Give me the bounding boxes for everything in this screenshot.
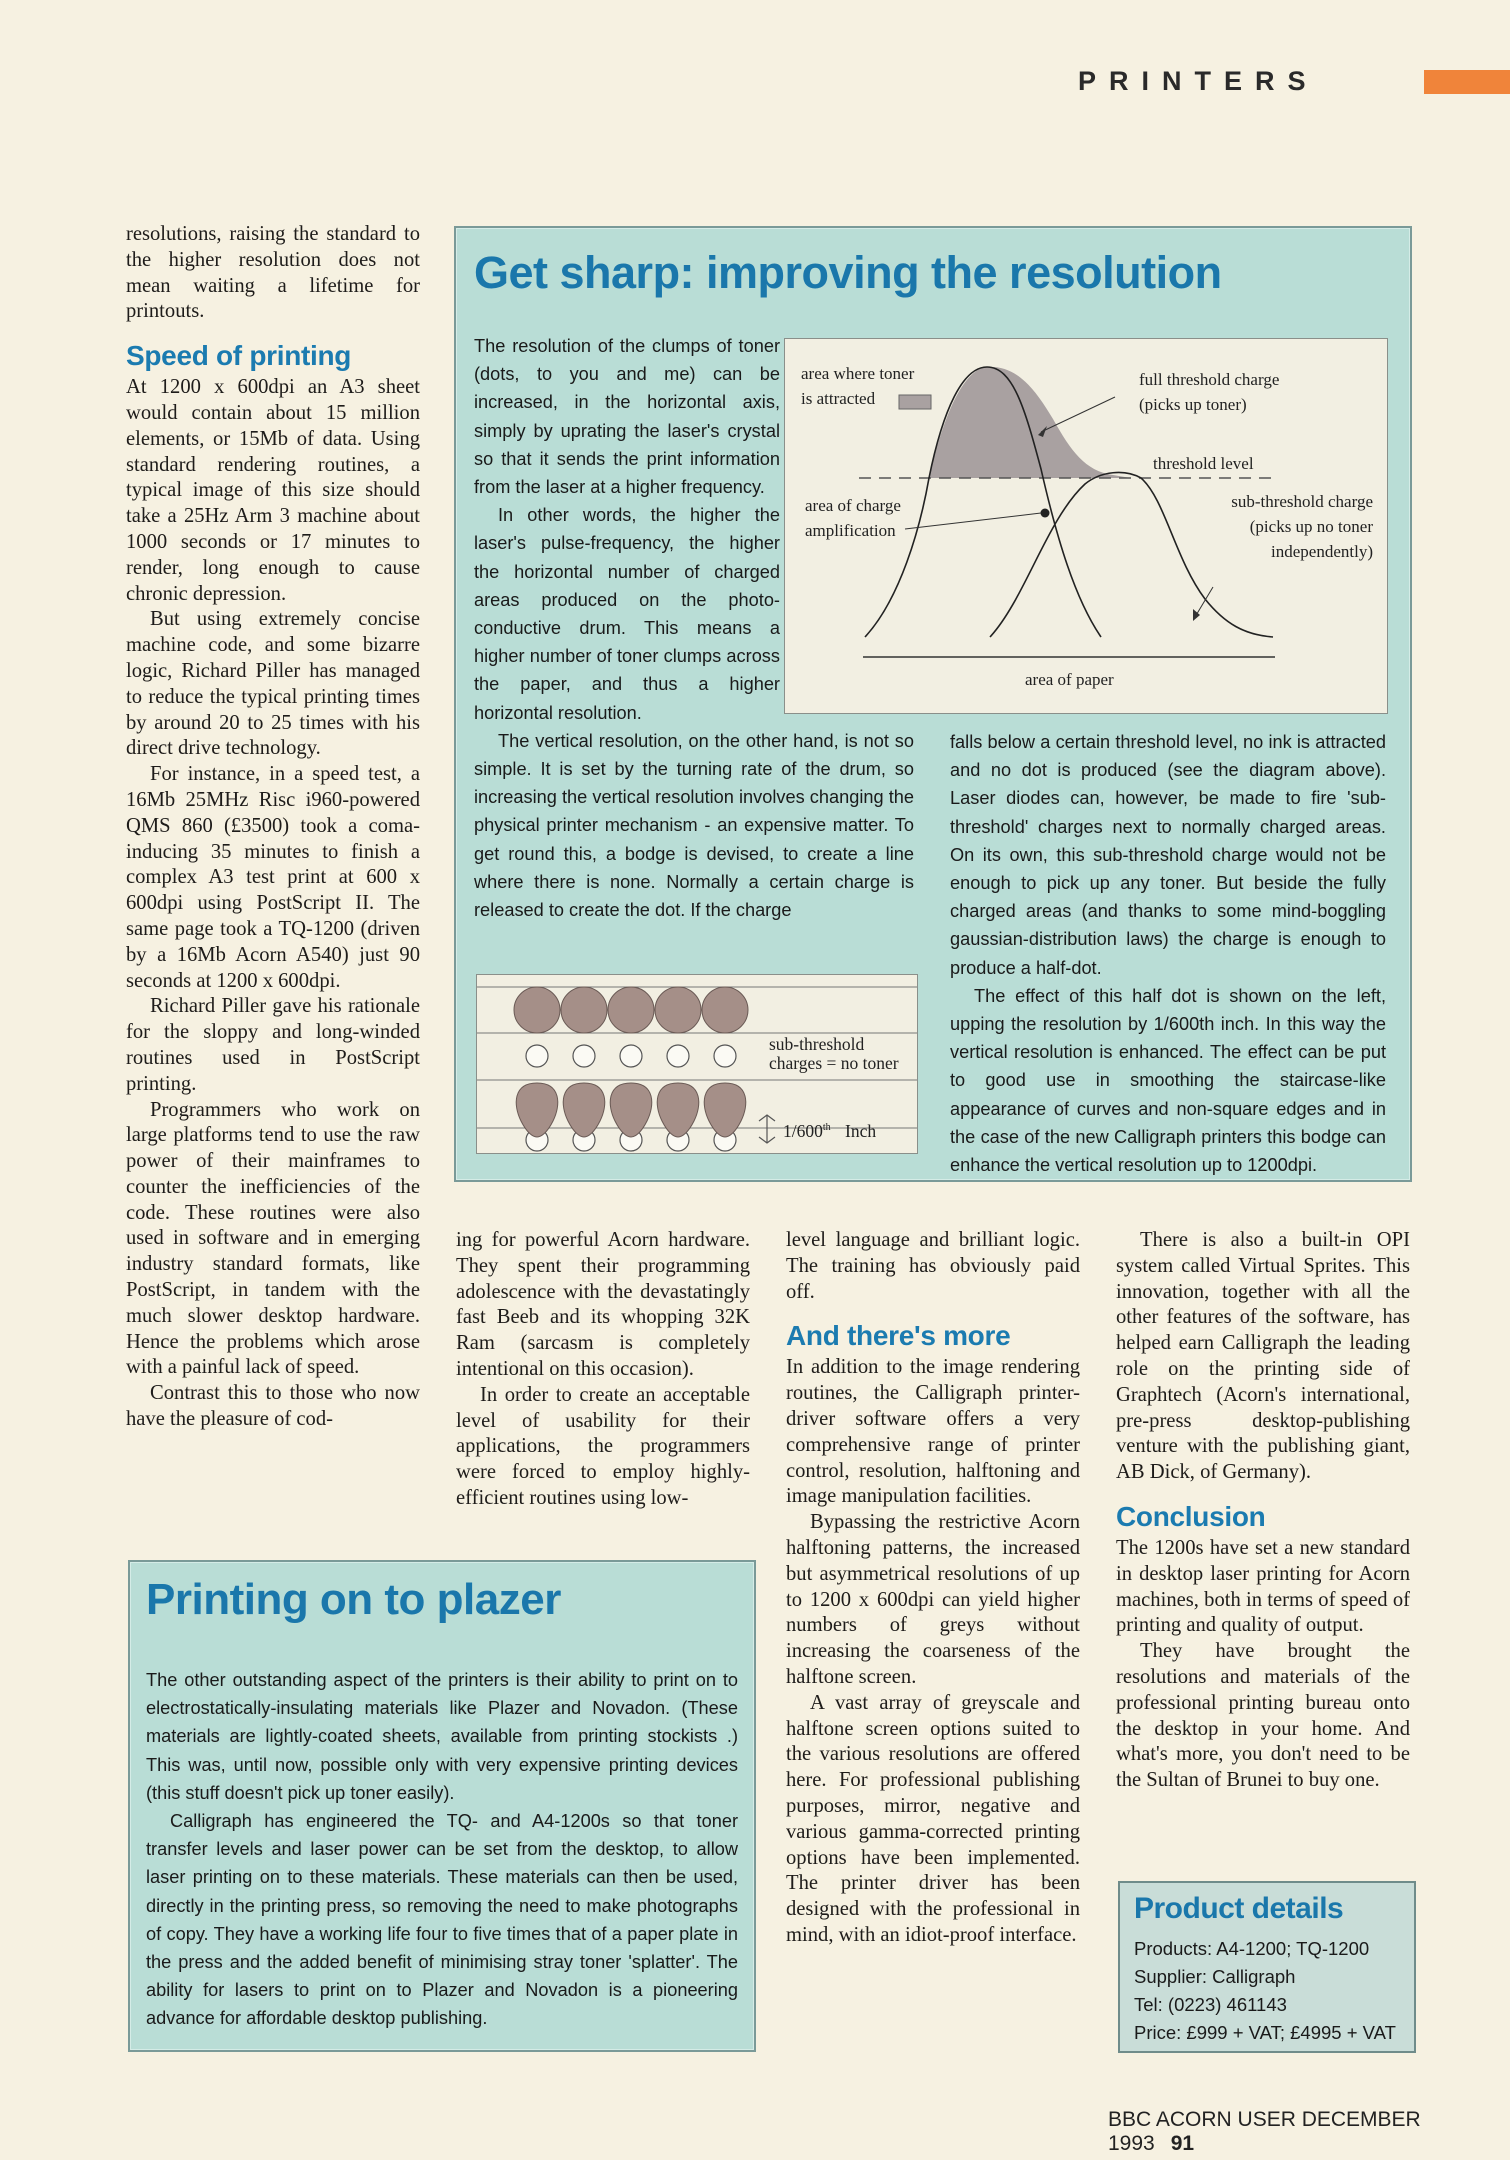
article-column-3 [786,1228,1080,1949]
page-footer [1108,2108,1510,2156]
body-paragraph: level language and brilliant logic. The training has obviously paid off. [786,1229,1080,1303]
article-column-1 [126,222,420,1433]
tel-line: Tel: (0223) 461143 [1134,1994,1287,2015]
body-paragraph: There is also a built-in OPI system called Virtual Sprites. This innovation, together with all the other features of the software, has helped earn Calligraph the leading role on the printing side of Graphtech (Acorn's international, pre-press desktop-publishing venture with the publishing giant, AB Dick, of Germany). [1116,1229,1410,1484]
x-axis-label: area of paper [1025,670,1114,689]
article-column-2 [456,1228,750,1512]
body-paragraph: For instance, in a speed test, a 16Mb 25MHz Risc i960-powered QMS 860 (£3500) took a coma-inducing 35 minutes to finish a complex A3 test print at 600 x 600dpi using PostScript II. The same page took a TQ-1200 (driven by a 16Mb Acorn A540) just 90 seconds at 1200 x 600dpi. [126,763,420,992]
full-threshold-label [1139,367,1279,417]
body-paragraph: Programmers who work on large platforms tend to use the raw power of their mainframes to counter the inefficiencies of the code. These routines were also used in software and in emerging industry standard formats, like PostScript, in tandem with the much slower desktop hardware. Hence the problems which arose with a painful lack of speed. [126,1098,420,1379]
label-line: sub-threshold [769,1034,865,1054]
sub-threshold-dots-label [769,1035,899,1073]
products-line: Products: A4-1200; TQ-1200 [1134,1938,1370,1959]
product-details-title: Product details [1134,1892,1344,1925]
body-paragraph: Contrast this to those who now have the pleasure of cod- [126,1382,420,1431]
body-paragraph: Richard Piller gave his rationale for the sloppy and long-winded routines used in PostScript printing. [126,995,420,1095]
label-line: (picks up no toner [1249,517,1373,536]
body-paragraph: A vast array of greyscale and halftone screen options suited to the various resolutions are offered here. For professional publishing purposes, mirror, negative and various gamma-corrected printing options have been implemented. The printer driver has been designed with the professional in mind, with an idiot-proof interface. [786,1691,1080,1946]
sidebar-resolution-box [454,226,1412,1182]
measure-superscript: th [822,1122,831,1133]
body-paragraph: The 1200s have set a new standard in desktop laser printing for Acorn machines, both in terms of speed of printing and quality of output. [1116,1536,1410,1637]
label-line: charges = no toner [769,1053,899,1073]
label-line: area of charge [805,496,901,515]
price-line: Price: £999 + VAT; £4995 + VAT [1134,2022,1396,2043]
sidebar-plazer-title: Printing on to plazer [146,1575,561,1624]
sidebar-paragraph: The vertical resolution, on the other hand, is not so simple. It is set by the turning rate of the drum, so increasing the vertical resolution involves changing the physical printer mechanism - an expensive matter. To get round this, a bodge is devised, to create a line where there is none. Normally a certain charge is released to create the dot. If the charge [474,730,914,921]
sidebar-plazer-box [128,1560,756,2052]
subhead-speed-of-printing: Speed of printing [126,340,352,372]
body-paragraph: They have brought the resolutions and materials of the professional printing bureau onto the desktop in your home. And what's more, you don't need to be the Sultan of Brunei to buy one. [1116,1640,1410,1792]
sidebar-paragraph: The effect of this half dot is shown on the left, upping the resolution by 1/600th inch. In this way the vertical resolution is enhanced. The effect can be put to good use in smoothing the staircase-like appearance of curves and non-square edges and in the case of the new Calligraph printers this bodge can enhance the vertical resolution up to 1200dpi. [950,985,1386,1176]
label-line: amplification [805,521,896,540]
threshold-level-label: threshold level [1153,454,1254,473]
half-dot-diagram [476,974,918,1154]
section-label: PRINTERS [1078,66,1319,96]
body-paragraph: In order to create an acceptable level of usability for their applications, the programmers were forced to employ highly-efficient routines using low- [456,1383,750,1509]
sidebar-paragraph: In other words, the higher the laser's pulse-frequency, the higher the horizontal number of charged areas produced on the photo-conductive drum. This means a higher number of toner clumps across the paper, and thus a higher horizontal resolution. [474,505,780,723]
sidebar-resolution-title: Get sharp: improving the resolution [474,247,1222,298]
product-details-box [1118,1881,1416,2053]
sidebar-plazer-text [146,1666,738,2033]
measure-label [783,1115,876,1144]
product-details-list [1134,1935,1396,2047]
charge-amplification-label [805,493,901,543]
sidebar-paragraph: The resolution of the clumps of toner (dots, to you and me) can be increased, in the horizontal axis, simply by uprating the laser's crystal so that it sends the print information from the laser at a higher frequency. [474,336,780,498]
body-paragraph: But using extremely concise machine code, and some bizarre logic, Richard Piller has managed to reduce the typical printing times by around 20 to 25 times with his direct drive technology. [126,608,420,760]
gaussian-charge-diagram [784,338,1388,714]
body-paragraph: In addition to the image rendering routines, the Calligraph printer-driver software offers a very comprehensive range of printer control, resolution, halftoning and image manipulation facilities. [786,1356,1080,1508]
legend-line: is attracted [801,389,876,408]
section-accent-bar [1424,70,1510,94]
sidebar-paragraph: The other outstanding aspect of the printers is their ability to print on to electrostatically-insulating materials like Plazer and Novadon. (These materials are lightly-coated sheets, available from printing stockists .) This was, until now, possible only with very expensive printing devices (this stuff doesn't pick up toner easily). [146,1670,738,1803]
legend-line: area where toner [801,364,915,383]
label-line: sub-threshold charge [1231,492,1373,511]
measure-unit: Inch [845,1120,877,1141]
subhead-and-theres-more: And there's more [786,1320,1011,1352]
measure-value: 1/600 [783,1120,823,1141]
publication-name: BBC ACORN USER DECEMBER 1993 [1108,2108,1421,2155]
body-paragraph: ing for powerful Acorn hardware. They spent their programming adolescence with the devastatingly fast Beeb and its whopping 32K Ram (sarcasm is completely intentional on this occasion). [456,1229,750,1380]
legend-toner-area-label [801,361,914,411]
sidebar-paragraph: Calligraph has engineered the TQ- and A4-1200s so that toner transfer levels and laser power can be set from the desktop, to allow laser printing on to these materials. These materials can then be used, directly in the printing press, so removing the need to make photographs of copy. They have a working life four to five times that of a paper plate in the press and the added benefit of minimising stray toner 'splatter'. The ability for lasers to print on to Plazer and Novadon is a pioneering advance for affordable desktop publishing. [146,1811,738,2029]
body-paragraph: At 1200 x 600dpi an A3 sheet would contain about 15 million elements, or 15Mb of data. Using standard rendering routines, a typical image of this size should take a 25Hz Arm 3 machine about 1000 seconds or 17 minutes to render, long enough to cause chronic depression. [126,376,420,605]
intro-paragraph: resolutions, raising the standard to the higher resolution does not mean waiting a lifetime for printouts. [126,223,420,323]
supplier-line: Supplier: Calligraph [1134,1966,1296,1987]
label-line: (picks up toner) [1139,395,1247,414]
label-line: independently) [1271,542,1373,561]
label-line: full threshold charge [1139,370,1280,389]
sidebar-right-text [950,728,1386,1179]
article-column-4 [1116,1228,1410,1794]
page-number: 91 [1170,2132,1195,2155]
sub-threshold-charge-label [1193,489,1373,564]
subhead-conclusion: Conclusion [1116,1500,1266,1532]
body-paragraph: Bypassing the restrictive Acorn halftoning patterns, the increased but asymmetrical resolutions of up to 1200 x 600dpi can yield higher numbers of greys without increasing the coarseness of the halftone screen. [786,1511,1080,1688]
sidebar-paragraph: falls below a certain threshold level, no ink is attracted and no dot is produced (see the diagram above). Laser diodes can, however, be made to fire 'sub-threshold' charges next to normally charged areas. On its own, this sub-threshold charge would not be enough to pick up any toner. But beside the fully charged areas (and thanks to some mind-boggling gaussian-distribution laws) the charge is enough to produce a half-dot. [950,732,1386,978]
